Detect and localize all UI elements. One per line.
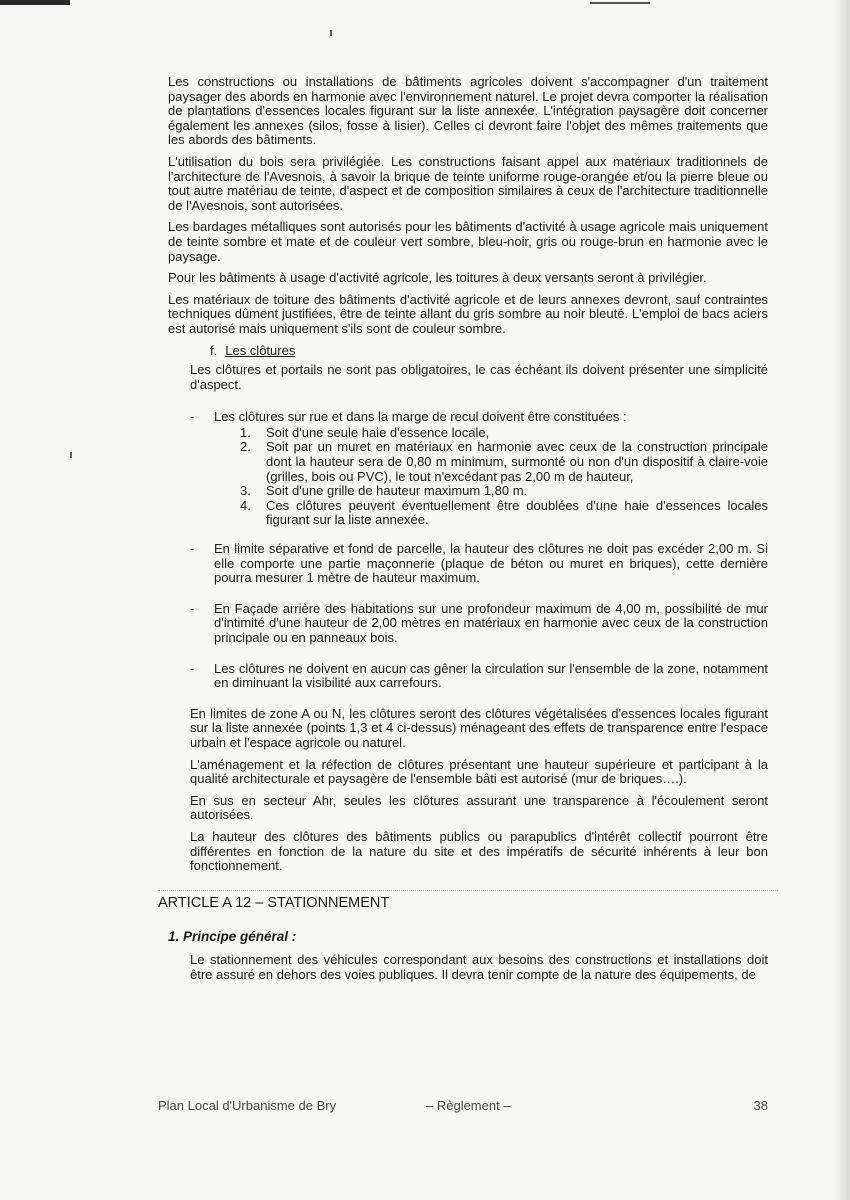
paragraph: La hauteur des clôtures des bâtiments publics ou parapublics d'intérêt collectif pourront être différentes en fonction de la nature du site et des impératifs de sécurité inhérents à leur bon fonctionnement. — [190, 828, 768, 874]
footer-document-title: Plan Local d'Urbanisme de Bry — [158, 1098, 337, 1113]
numbered-item: 2. Soit par un muret en matériaux en harmonie avec ceux de la construction principale dont la hauteur sera de 0,80 m minimum, surmonté ou non d'un dispositif à claire-voie (grilles, bois ou PVC), le tout n'excédant pas 2,00 m de hauteur, — [240, 439, 768, 484]
paragraph: Les clôtures et portails ne sont pas obligatoires, le cas échéant ils doivent présenter une simplicité d'aspect. — [190, 362, 768, 392]
paragraph: Les matériaux de toiture des bâtiments d'activité agricole et de leurs annexes devront, sauf contraintes techniques dûment justifiées, être de teinte allant du gris sombre au noir bleuté. L'emploi de bacs aciers est autorisé mais uniquement s'ils sont de couleur sombre. — [168, 291, 768, 336]
scan-speck — [70, 452, 72, 458]
paragraph: Les constructions ou installations de bâtiments agricoles doivent s'accompagner d'un traitement paysager des abords en harmonie avec l'environnement naturel. Le projet devra comporter la réalisation de plantations d'essences locales figurant sur la liste annexée. L'intégration paysagère doit concerner également les annexes (silos, fosse à lisier). Celles ci devront faire l'objet des mêmes traitements que les abords des bâtiments. — [168, 74, 768, 148]
paragraph: Les bardages métalliques sont autorisés pour les bâtiments d'activité à usage agricole mais uniquement de teinte sombre et mate et de couleur vert sombre, bleu-noir, gris ou rouge-brun en harmonie avec le paysage. — [168, 219, 768, 264]
numbered-list — [214, 426, 768, 528]
footer-section-label: – Règlement – — [426, 1098, 511, 1113]
page-number: 38 — [753, 1098, 768, 1113]
scan-speck — [330, 30, 332, 36]
paragraph: L'utilisation du bois sera privilégiée. Les constructions faisant appel aux matériaux traditionnels de l'architecture de l'Avesnois, à savoir la brique de teinte uniforme rouge-orangée et/ou la pierre bleue ou tout autre matériau de teinte, d'aspect et de composition similaires à ceux de l'architecture traditionnelle de l'Avesnois, sont autorisées. — [168, 153, 768, 213]
section-heading — [168, 344, 768, 359]
numbered-item: 1. Soit d'une seule haie d'essence locale, — [240, 424, 490, 440]
paragraph: En limites de zone A ou N, les clôtures seront des clôtures végétalisées d'essences locales figurant sur la liste annexée (points 1,3 et 4 ci-dessus) ménageant des effets de transparence entre l'espace urbain et l'espace agricole ou naturel. — [190, 705, 768, 750]
list-item-text: Les clôtures ne doivent en aucun cas gêner la circulation sur l'ensemble de la zone, notamment en diminuant la visibilité aux carrefours. — [214, 660, 768, 691]
list-item: - En limite séparative et fond de parcelle, la hauteur des clôtures ne doit pas excéder 2,00 m. Si elle comporte une partie maçonnerie (plaque de béton ou muret en briques), cette dernière pourra mesurer 1 mètre de hauteur maximum. — [190, 541, 768, 586]
paragraph: Pour les bâtiments à usage d'activité agricole, les toitures à deux versants seront à privilégier. — [168, 270, 707, 286]
dotted-rule — [158, 890, 778, 891]
scan-edge-shadow — [832, 0, 850, 1200]
section-title: Les clôtures — [225, 342, 296, 358]
paragraph: L'aménagement et la réfection de clôtures présentant une hauteur supérieure et participant à la qualité architecturale et paysagère de l'ensemble bâti est autorisé (mur de briques….). — [190, 756, 768, 787]
numbered-item: 3. Soit d'une grille de hauteur maximum 1,80 m. — [240, 483, 528, 499]
scan-artifact — [0, 0, 70, 5]
page-footer — [158, 1098, 768, 1116]
list-item-text: En Façade arrière des habitations sur une profondeur maximum de 4,00 m, possibilité de mur d'intimité d'une hauteur de 2,00 mètres en matériaux en harmonie avec ceux de la construction principale ou en panneaux bois. — [214, 600, 768, 645]
paragraph: Le stationnement des véhicules correspondant aux besoins des constructions et installations doit être assuré en dehors des voies publiques. Il devra tenir compte de la nature des équipements, de — [190, 951, 768, 982]
scan-artifact — [590, 2, 650, 4]
document-page — [158, 74, 768, 989]
article-heading — [158, 896, 778, 911]
subsection-heading: 1. Principe général : — [168, 929, 297, 945]
section-number: f. — [210, 342, 218, 358]
list-item-text: En limite séparative et fond de parcelle, la hauteur des clôtures ne doit pas excéder 2,00 m. Si elle comporte une partie maçonnerie (plaque de béton ou muret en briques), cette dernière pourra mesurer 1 mètre de hauteur maximum. — [214, 541, 768, 586]
list-item: - En Façade arrière des habitations sur une profondeur maximum de 4,00 m, possibilité de mur d'intimité d'une hauteur de 2,00 mètres en matériaux en harmonie avec ceux de la construction principale ou en panneaux bois. — [190, 600, 768, 645]
list-item: - Les clôtures ne doivent en aucun cas gêner la circulation sur l'ensemble de la zone, notamment en diminuant la visibilité aux carrefours. — [190, 660, 768, 691]
list-item: - Les clôtures sur rue et dans la marge de recul doivent être constituées : 1. Soit d'une seule haie d'essence locale, 2. Soit par un muret en matériaux en harmonie avec ceux de la construction principale dont la hauteur sera de 0,80 m minimum, surmonté ou non d'un dispositif à claire-voie (grilles, bois ou PVC), le tout n'excédant pas 2,00 m de hauteur, 3. Soit d'une grille de hauteur maximum 1,80 m. 4. Ces clôtures peuvent éventuellement être doublées d'une haie d'essences locales figurant sur la liste annexée. — [190, 409, 768, 528]
article-title: ARTICLE A 12 – STATIONNEMENT — [158, 894, 390, 911]
paragraph: En sus en secteur Ahr, seules les clôtures assurant une transparence à l'écoulement seront autorisées. — [190, 792, 768, 823]
numbered-item: 4. Ces clôtures peuvent éventuellement être doublées d'une haie d'essences locales figurant sur la liste annexée. — [240, 497, 768, 528]
dash-list — [168, 410, 768, 691]
list-item-text: Les clôtures sur rue et dans la marge de recul doivent être constituées : — [214, 409, 627, 425]
